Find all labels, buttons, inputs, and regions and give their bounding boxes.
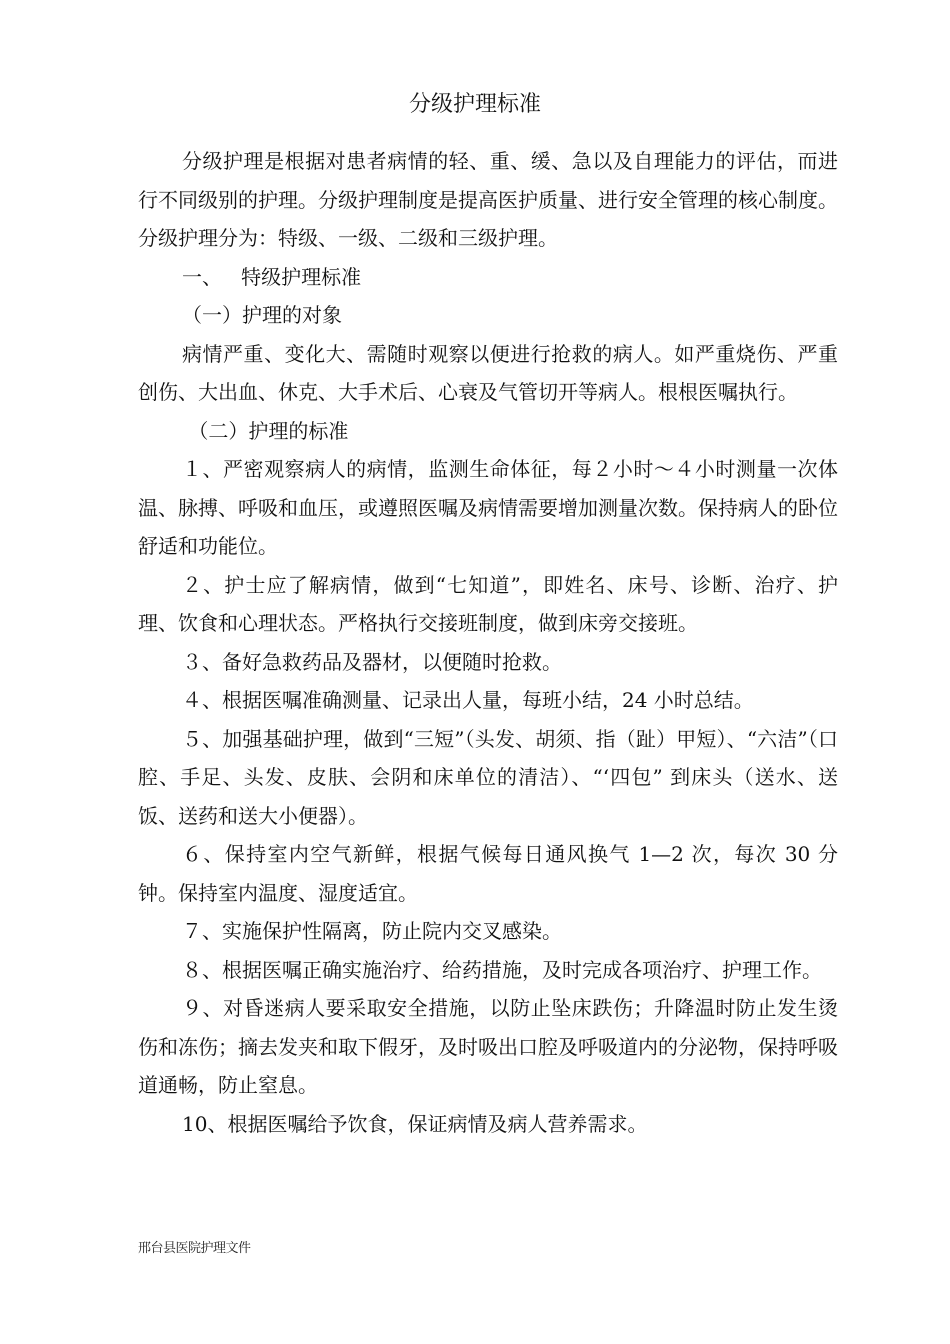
standard-item-5: ５、加强基础护理，做到“三短”（头发、胡须、指（趾）甲短）、“六洁”（口腔、手足、头发、皮肤、会阴和床单位的清洁）、“‘四包” 到床头（送水、送饭、送药和送大小便器）。 xyxy=(138,726,838,828)
standard-item-4: ４、根据医嘱准确测量、记录出人量，每班小结，24 小时总结。 xyxy=(182,688,754,712)
standard-item-8: ８、根据医嘱正确实施治疗、给药措施，及时完成各项治疗、护理工作。 xyxy=(182,957,822,982)
standard-item-6: ６、保持室内空气新鲜，根据气候每日通风换气 1—2 次，每次 30 分钟。保持室内温度、湿度适宜。 xyxy=(138,842,838,905)
document-body xyxy=(138,142,838,1143)
intro-paragraph: 分级护理是根据对患者病情的轻、重、缓、急以及自理能力的评估，而进行不同级别的护理。分级护理制度是提高医护质量、进行安全管理的核心制度。分级护理分为：特级、一级、二级和三级护理。 xyxy=(138,149,838,250)
page-footer: 邢台县医院护理文件 xyxy=(138,1241,251,1256)
standard-item-10: 10、根据医嘱给予饮食，保证病情及病人营养需求。 xyxy=(182,1111,648,1136)
standard-item-7: ７、实施保护性隔离，防止院内交叉感染。 xyxy=(182,919,562,943)
standard-item-9: ９、对昏迷病人要采取安全措施，以防止坠床跌伤；升降温时防止发生烫伤和冻伤；摘去发夹和取下假牙，及时吸出口腔及呼吸道内的分泌物，保持呼吸道通畅，防止窒息。 xyxy=(138,996,838,1097)
standard-item-1: １、严密观察病人的病情，监测生命体征，每２小时～４小时测量一次体温、脉搏、呼吸和血压，或遵照医嘱及病情需要增加测量次数。保持病人的卧位舒适和功能位。 xyxy=(138,457,838,558)
subsection-heading-care-targets: （一）护理的对象 xyxy=(182,303,342,327)
standard-item-2: ２、护士应了解病情，做到“七知道”，即姓名、床号、诊断、治疗、护理、饮食和心理状态。严格执行交接班制度，做到床旁交接班。 xyxy=(138,572,838,635)
section-heading-special-care: 一、 特级护理标准 xyxy=(182,264,362,289)
care-targets-paragraph: 病情严重、变化大、需随时观察以便进行抢救的病人。如严重烧伤、严重创伤、大出血、休克、大手术后、心衰及气管切开等病人。根根医嘱执行。 xyxy=(138,341,838,404)
document-title: 分级护理标准 xyxy=(408,92,541,117)
standard-item-3: ３、备好急救药品及器材，以便随时抢救。 xyxy=(182,649,562,674)
subsection-heading-care-standards: （二）护理的标准 xyxy=(182,418,349,443)
